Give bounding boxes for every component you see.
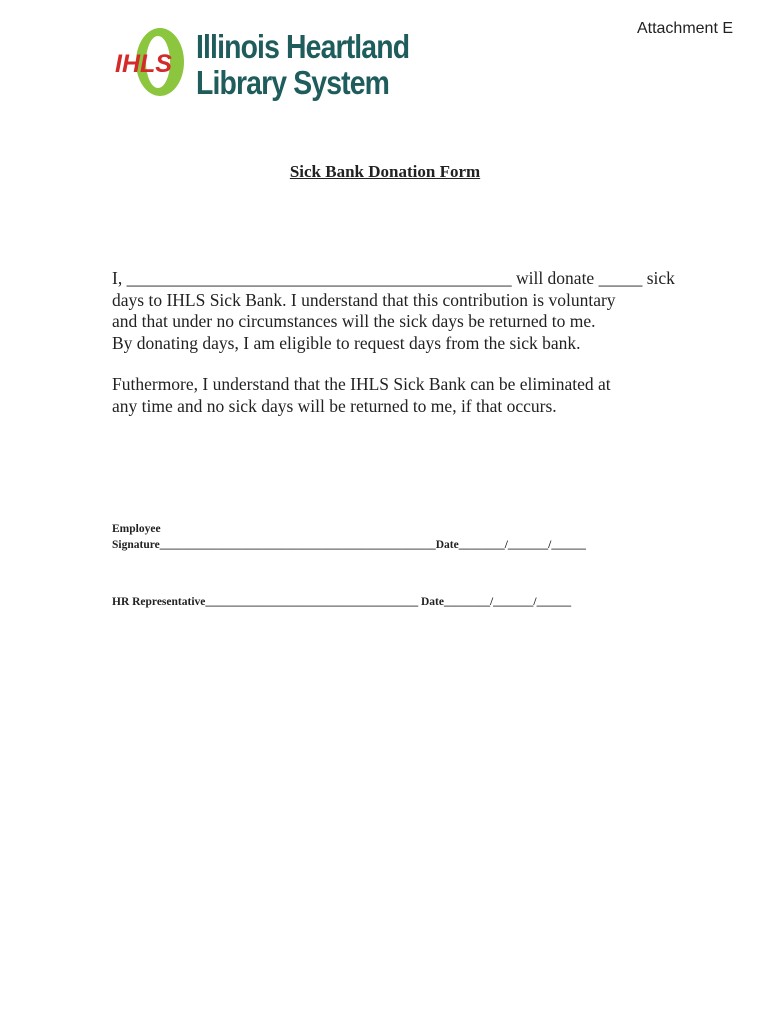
paragraph-line: By donating days, I am eligible to request days from the sick bank. bbox=[112, 332, 581, 353]
attachment-label: Attachment E bbox=[636, 20, 733, 37]
paragraph-line: I, ____________________________________________ will donate _____ sick bbox=[112, 268, 675, 288]
logo-title-line2: Library System bbox=[196, 64, 390, 101]
ihls-logo-mark-icon bbox=[112, 22, 188, 106]
ihls-logo bbox=[112, 22, 442, 110]
logo-mark-text: IHLS bbox=[115, 50, 172, 78]
hr-representative-line: HR Representative_____________________________________ Date________/_______/______ bbox=[112, 596, 572, 608]
employee-signature-line: Signature________________________________________________Date________/_______/______ bbox=[112, 539, 586, 551]
donation-paragraph bbox=[112, 268, 675, 354]
paragraph-line: and that under no circumstances will the sick days be returned to me. bbox=[112, 311, 596, 331]
paragraph-line: any time and no sick days will be returned to me, if that occurs. bbox=[112, 395, 557, 416]
paragraph-line: Futhermore, I understand that the IHLS Sick Bank can be eliminated at bbox=[112, 374, 611, 394]
elimination-paragraph bbox=[112, 374, 657, 417]
form-title: Sick Bank Donation Form bbox=[289, 162, 481, 181]
logo-title-line1: Illinois Heartland bbox=[196, 28, 410, 65]
paragraph-line: days to IHLS Sick Bank. I understand that this contribution is voluntary bbox=[112, 289, 616, 310]
employee-label: Employee bbox=[112, 523, 161, 535]
